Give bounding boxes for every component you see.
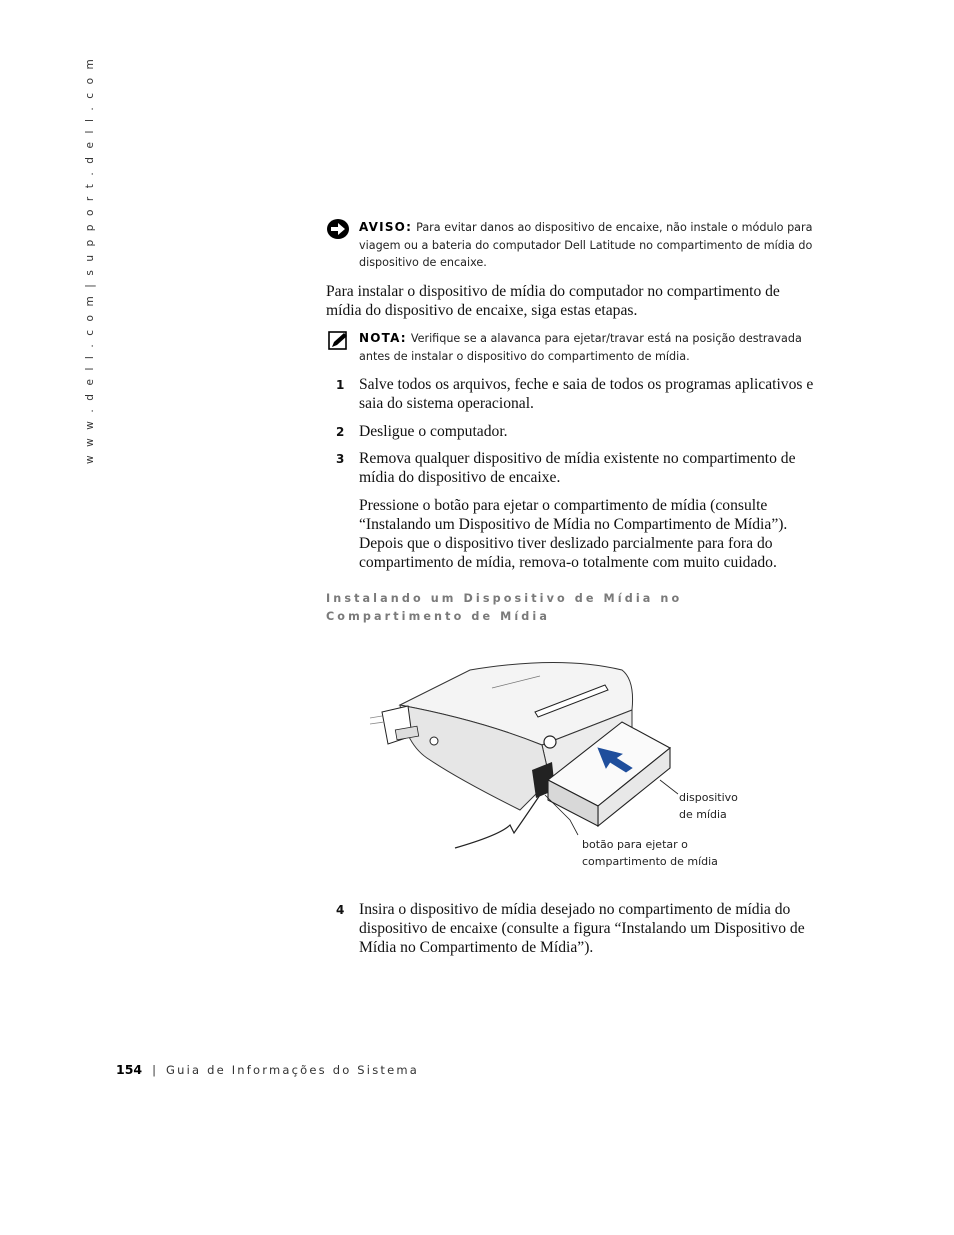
- page-number: 154: [116, 1062, 143, 1077]
- callout-line: compartimento de mídia: [582, 855, 718, 868]
- callout-line: de mídia: [679, 808, 727, 821]
- step-number: 1: [336, 378, 345, 392]
- intro-paragraph: Para instalar o dispositivo de mídia do computador no compartimento de mídia do dispositivo de encaixe, siga estas etapas.: [326, 283, 780, 319]
- step-1: [336, 375, 816, 413]
- step-number: 3: [336, 452, 345, 466]
- step-3: [336, 449, 816, 487]
- step-4: [336, 900, 816, 957]
- step-detail-text: Pressione o botão para ejetar o compartimento de mídia (consulte “Instalando um Dispositivo de Mídia no Compartimento de Mídia”). Depois que o dispositivo tiver deslizado parcialmente para fora do compartimento de mídia, remova-o totalmente com muito cuidado.: [359, 497, 788, 571]
- sidebar-url: w w w . d e l l . c o m | s u p p o r t . d e l l . c o m: [84, 56, 96, 464]
- callout-eject-button: [582, 836, 718, 870]
- footer-separator: |: [152, 1063, 156, 1077]
- note-text-wrap: [326, 330, 816, 365]
- callout-line: botão para ejetar o: [582, 838, 688, 851]
- page-footer: [116, 1062, 419, 1077]
- notice-label: AVISO:: [359, 220, 413, 234]
- notice-block: [326, 219, 816, 272]
- notice-arrow-icon: [326, 218, 350, 240]
- note-pencil-icon: [326, 330, 350, 352]
- step-text: Remova qualquer dispositivo de mídia existente no compartimento de mídia do dispositivo de encaixe.: [359, 450, 796, 486]
- step-3-detail: [336, 496, 816, 572]
- note-text: Verifique se a alavanca para ejetar/travar está na posição destravada antes de instalar o dispositivo do compartimento de mídia.: [359, 332, 802, 363]
- note-block: [326, 330, 816, 365]
- notice-text: Para evitar danos ao dispositivo de encaixe, não instale o módulo para viagem ou a bateria do computador Dell Latitude no compartimento de mídia do dispositivo de encaixe.: [359, 221, 813, 269]
- step-2: [336, 422, 816, 441]
- step-text: Salve todos os arquivos, feche e saia de todos os programas aplicativos e saia do sistema operacional.: [359, 376, 814, 412]
- step-number: 2: [336, 425, 345, 439]
- footer-title: Guia de Informações do Sistema: [165, 1063, 420, 1077]
- figure-caption: Instalando um Dispositivo de Mídia no Compartimento de Mídia: [326, 592, 683, 623]
- step-text: Insira o dispositivo de mídia desejado no compartimento de mídia do dispositivo de encaixe (consulte a figura “Instalando um Dispositivo de Mídia no Compartimento de Mídia”).: [359, 901, 805, 956]
- callout-line: dispositivo: [679, 791, 738, 804]
- callout-media-device: [679, 789, 738, 823]
- step-number: 4: [336, 903, 345, 917]
- notice-text-wrap: [326, 219, 816, 272]
- step-text: Desligue o computador.: [359, 423, 508, 440]
- note-label: NOTA:: [359, 331, 407, 345]
